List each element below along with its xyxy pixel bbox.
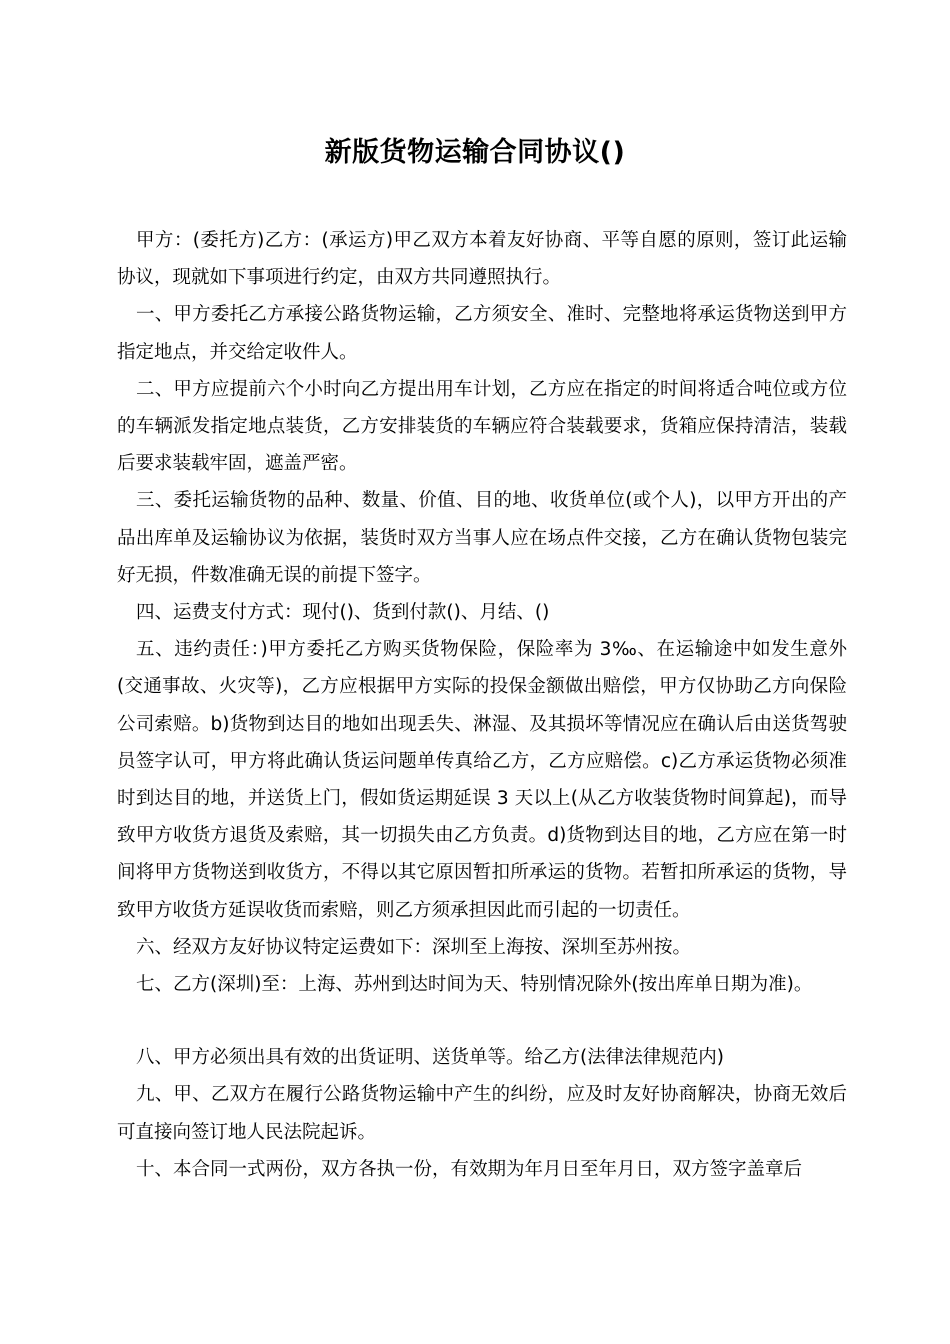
paragraph-clause-9: 九、甲、乙双方在履行公路货物运输中产生的纠纷，应及时友好协商解决，协商无效后可直接向签订地人民法院起诉。 [117, 1084, 847, 1143]
paragraph-clause-6: 六、经双方友好协议特定运费如下：深圳至上海按、深圳至苏州按。 [136, 936, 692, 958]
paragraph-clause-2: 二、甲方应提前六个小时向乙方提出用车计划，乙方应在指定的时间将适合吨位或方位的车辆派发指定地点装货，乙方安排装货的车辆应符合装载要求，货箱应保持清洁，装载后要求装载牢固，遮盖严密。 [117, 378, 847, 475]
document-body [117, 222, 847, 1188]
paragraph-clause-8: 八、甲方必须出具有效的出货证明、送货单等。给乙方(法律法律规范内) [136, 1047, 724, 1069]
paragraph-parties: 甲方：(委托方)乙方：(承运方)甲乙双方本着友好协商、平等自愿的原则，签订此运输协议，现就如下事项进行约定，由双方共同遵照执行。 [117, 230, 847, 289]
paragraph-clause-1: 一、甲方委托乙方承接公路货物运输，乙方须安全、准时、完整地将承运货物送到甲方指定地点，并交给定收件人。 [117, 304, 847, 363]
paragraph-clause-10: 十、本合同一式两份，双方各执一份，有效期为年月日至年月日，双方签字盖章后 [136, 1158, 803, 1180]
document-title: 新版货物运输合同协议() [324, 137, 626, 168]
paragraph-clause-4: 四、运费支付方式：现付()、货到付款()、月结、() [136, 602, 550, 624]
paragraph-clause-7: 七、乙方(深圳)至：上海、苏州到达时间为天、特别情况除外(按出库单日期为准)。 [136, 974, 813, 996]
paragraph-clause-5: 五、违约责任：)甲方委托乙方购买货物保险，保险率为 3‰、在运输途中如发生意外(交通事故、火灾等)，乙方应根据甲方实际的投保金额做出赔偿，甲方仅协助乙方向保险公司索赔。b)货物到达目的地如出现丢失、淋湿、及其损坏等情况应在确认后由送货驾驶员签字认可，甲方将此确认货运问题单传真给乙方，乙方应赔偿。c)乙方承运货物必须准时到达目的地，并送货上门，假如货运期延误 3 天以上(从乙方收装货物时间算起)，而导致甲方收货方退货及索赔，其一切损失由乙方负责。d)货物到达目的地，乙方应在第一时间将甲方货物送到收货方，不得以其它原因暂扣所承运的货物。若暂扣所承运的货物，导致甲方收货方延误收货而索赔，则乙方须承担因此而引起的一切责任。 [117, 639, 847, 921]
paragraph-clause-3: 三、委托运输货物的品种、数量、价值、目的地、收货单位(或个人)，以甲方开出的产品出库单及运输协议为依据，装货时双方当事人应在场点件交接，乙方在确认货物包装完好无损，件数准确无误的前提下签字。 [117, 490, 847, 586]
